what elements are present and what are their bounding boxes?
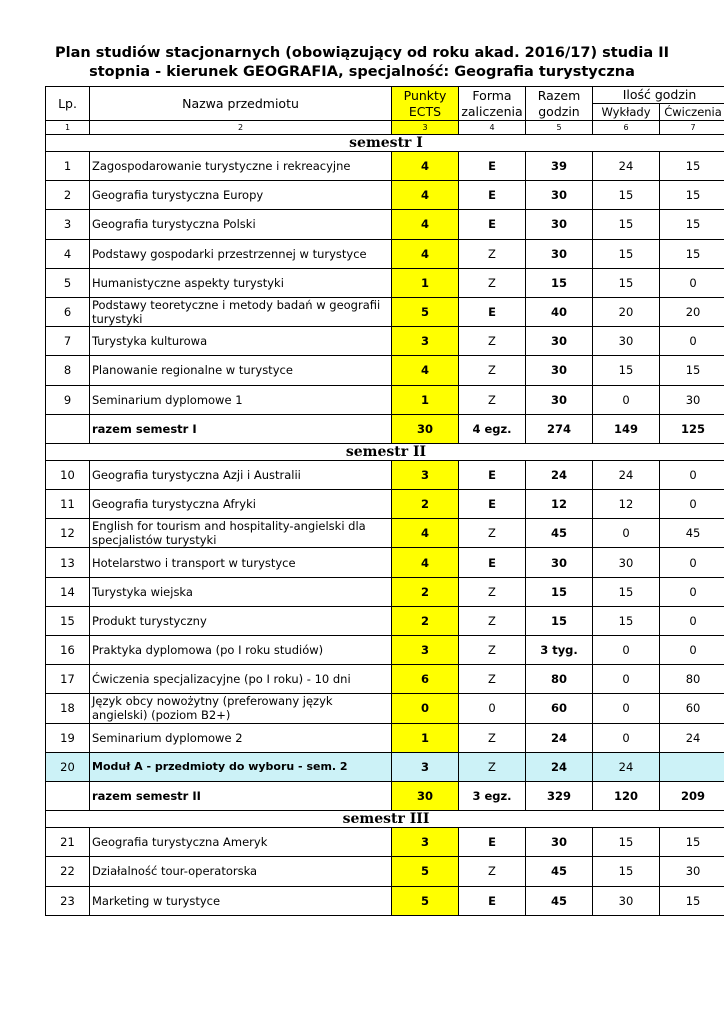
exercise-hours: 80 [660,665,724,694]
exercise-hours: 0 [660,490,724,519]
course-row [46,828,724,857]
total-ects: 30 [392,414,459,443]
semester-title: semestr II [46,443,724,460]
exercise-hours: 60 [660,694,724,723]
exercise-hours: 0 [660,606,724,635]
course-row [46,752,724,781]
col-number: 2 [90,121,392,135]
total-exams: 4 egz. [459,414,526,443]
row-lp: 22 [46,857,90,886]
lecture-hours: 15 [593,857,660,886]
exercise-hours: 15 [660,210,724,239]
lecture-hours: 15 [593,181,660,210]
lecture-hours: 0 [593,519,660,548]
total-hours: 274 [526,414,593,443]
course-name: Planowanie regionalne w turystyce [90,356,392,385]
exam-form: Z [459,239,526,268]
column-numbers-row [46,121,724,135]
exam-form: E [459,460,526,489]
lecture-hours: 24 [593,752,660,781]
exam-form: E [459,297,526,326]
col-number: 6 [593,121,660,135]
exam-form: 0 [459,694,526,723]
course-row [46,548,724,577]
semester-header-row [46,135,724,152]
course-row [46,385,724,414]
row-lp: 19 [46,723,90,752]
exam-form: E [459,886,526,915]
exercise-hours: 15 [660,152,724,181]
exam-form: Z [459,665,526,694]
total-label: razem semestr II [90,781,392,810]
row-lp: 1 [46,152,90,181]
course-row [46,239,724,268]
total-hours: 3 tyg. [526,636,593,665]
exam-form: Z [459,723,526,752]
course-name: Działalność tour-operatorska [90,857,392,886]
total-hours: 30 [526,210,593,239]
ects-points: 4 [392,152,459,181]
ects-points: 4 [392,181,459,210]
course-name: Geografia turystyczna Europy [90,181,392,210]
exam-form: E [459,152,526,181]
total-hours: 45 [526,886,593,915]
exam-form: E [459,210,526,239]
exercise-hours: 0 [660,460,724,489]
total-hours: 30 [526,181,593,210]
course-row [46,723,724,752]
course-name: Produkt turystyczny [90,606,392,635]
lecture-hours: 15 [593,606,660,635]
course-name: Zagospodarowanie turystyczne i rekreacyjne [90,152,392,181]
exam-form: Z [459,268,526,297]
row-lp-empty [46,781,90,810]
row-lp: 6 [46,297,90,326]
course-name: Język obcy nowożytny (preferowany język angielski) (poziom B2+) [90,694,392,723]
header-razem-line2: godzin [538,103,580,119]
total-hours: 30 [526,356,593,385]
total-hours: 15 [526,577,593,606]
row-lp: 10 [46,460,90,489]
course-name: Moduł A - przedmioty do wyboru - sem. 2 [90,752,392,781]
col-number: 4 [459,121,526,135]
total-label: razem semestr I [90,414,392,443]
total-hours: 30 [526,385,593,414]
col-number: 3 [392,121,459,135]
ects-points: 1 [392,268,459,297]
exercise-hours: 15 [660,239,724,268]
exam-form: Z [459,606,526,635]
exercise-hours: 15 [660,886,724,915]
exercise-hours: 0 [660,548,724,577]
total-hours: 30 [526,239,593,268]
total-lecture-hours: 120 [593,781,660,810]
row-lp: 20 [46,752,90,781]
ects-points: 3 [392,460,459,489]
ects-points: 4 [392,548,459,577]
semester-header-row [46,811,724,828]
total-hours: 39 [526,152,593,181]
ects-points: 4 [392,239,459,268]
row-lp: 8 [46,356,90,385]
lecture-hours: 0 [593,665,660,694]
course-name: Praktyka dyplomowa (po I roku studiów) [90,636,392,665]
study-plan-table [45,86,724,916]
row-lp: 9 [46,385,90,414]
title-line-1: Plan studiów stacjonarnych (obowiązujący od roku akad. 2016/17) studia II [55,45,669,61]
lecture-hours: 15 [593,239,660,268]
course-row [46,181,724,210]
course-name: Geografia turystyczna Afryki [90,490,392,519]
ects-points: 5 [392,886,459,915]
course-row [46,460,724,489]
total-hours: 30 [526,828,593,857]
course-name: Geografia turystyczna Ameryk [90,828,392,857]
lecture-hours: 30 [593,886,660,915]
total-hours: 60 [526,694,593,723]
exam-form: Z [459,857,526,886]
total-lecture-hours: 149 [593,414,660,443]
lecture-hours: 24 [593,152,660,181]
row-lp: 4 [46,239,90,268]
exercise-hours: 15 [660,828,724,857]
row-lp: 3 [46,210,90,239]
lecture-hours: 0 [593,694,660,723]
header-ects [392,87,459,121]
ects-points: 5 [392,297,459,326]
course-name: English for tourism and hospitality-angielski dla specjalistów turystyki [90,519,392,548]
ects-points: 3 [392,752,459,781]
row-lp: 16 [46,636,90,665]
exercise-hours: 20 [660,297,724,326]
lecture-hours: 15 [593,577,660,606]
lecture-hours: 15 [593,210,660,239]
total-hours: 30 [526,548,593,577]
ects-points: 1 [392,385,459,414]
ects-points: 6 [392,665,459,694]
exercise-hours: 0 [660,636,724,665]
course-name: Geografia turystyczna Polski [90,210,392,239]
course-row [46,297,724,326]
exam-form: Z [459,327,526,356]
ects-points: 5 [392,857,459,886]
semester-title: semestr III [46,811,724,828]
col-number: 7 [660,121,724,135]
semester-total-row [46,781,724,810]
course-row [46,606,724,635]
title-line-2: stopnia - kierunek GEOGRAFIA, specjalność: Geografia turystyczna [89,64,635,80]
exam-form: Z [459,356,526,385]
course-name: Hotelarstwo i transport w turystyce [90,548,392,577]
course-row [46,519,724,548]
ects-points: 2 [392,490,459,519]
total-hours: 24 [526,460,593,489]
total-hours: 45 [526,519,593,548]
exam-form: E [459,828,526,857]
exercise-hours: 24 [660,723,724,752]
document-title [0,44,724,82]
row-lp: 5 [46,268,90,297]
total-hours: 329 [526,781,593,810]
exercise-hours: 15 [660,356,724,385]
course-row [46,694,724,723]
course-row [46,886,724,915]
exercise-hours: 15 [660,181,724,210]
ects-points: 3 [392,828,459,857]
row-lp: 12 [46,519,90,548]
semester-total-row [46,414,724,443]
row-lp: 23 [46,886,90,915]
ects-points: 3 [392,636,459,665]
course-row [46,636,724,665]
ects-points: 2 [392,577,459,606]
ects-points: 4 [392,519,459,548]
col-number: 5 [526,121,593,135]
course-row [46,577,724,606]
header-wyklady: Wykłady [593,104,660,121]
header-forma-line1: Forma [472,87,512,103]
course-name: Turystyka kulturowa [90,327,392,356]
course-row [46,356,724,385]
lecture-hours: 15 [593,828,660,857]
row-lp: 14 [46,577,90,606]
course-row [46,665,724,694]
header-ects-line1: Punkty [403,87,447,103]
lecture-hours: 0 [593,385,660,414]
header-name-text: Nazwa przedmiotu [182,95,299,111]
exercise-hours: 0 [660,577,724,606]
total-hours: 15 [526,606,593,635]
course-name: Ćwiczenia specjalizacyjne (po I roku) - 10 dni [90,665,392,694]
lecture-hours: 30 [593,327,660,356]
semester-title: semestr I [46,135,724,152]
ects-points: 4 [392,210,459,239]
total-hours: 24 [526,723,593,752]
lecture-hours: 30 [593,548,660,577]
course-name: Geografia turystyczna Azji i Australii [90,460,392,489]
course-name: Marketing w turystyce [90,886,392,915]
total-ects: 30 [392,781,459,810]
exam-form: Z [459,519,526,548]
lecture-hours: 15 [593,356,660,385]
course-row [46,327,724,356]
exam-form: Z [459,385,526,414]
exercise-hours [660,752,724,781]
lecture-hours: 20 [593,297,660,326]
row-lp: 17 [46,665,90,694]
exercise-hours: 0 [660,327,724,356]
total-hours: 40 [526,297,593,326]
course-row [46,210,724,239]
header-forma-line2: zaliczenia [461,103,523,119]
total-hours: 45 [526,857,593,886]
row-lp: 11 [46,490,90,519]
semester-header-row [46,443,724,460]
course-row [46,857,724,886]
course-row [46,490,724,519]
exercise-hours: 0 [660,268,724,297]
course-name: Humanistyczne aspekty turystyki [90,268,392,297]
header-lp: Lp. [46,87,90,121]
course-name: Podstawy teoretyczne i metody badań w geografii turystyki [90,297,392,326]
exam-form: Z [459,752,526,781]
ects-points: 2 [392,606,459,635]
exam-form: E [459,181,526,210]
lecture-hours: 24 [593,460,660,489]
header-forma [459,87,526,121]
header-ects-line2: ECTS [408,103,442,119]
exercise-hours: 30 [660,857,724,886]
course-name: Seminarium dyplomowe 1 [90,385,392,414]
ects-points: 4 [392,356,459,385]
header-razem-line1: Razem [537,87,581,103]
exercise-hours: 45 [660,519,724,548]
total-exams: 3 egz. [459,781,526,810]
lecture-hours: 0 [593,636,660,665]
lecture-hours: 15 [593,268,660,297]
row-lp: 13 [46,548,90,577]
course-name: Podstawy gospodarki przestrzennej w turystyce [90,239,392,268]
exam-form: E [459,490,526,519]
exercise-hours: 30 [660,385,724,414]
header-razem [526,87,593,121]
total-hours: 24 [526,752,593,781]
course-name: Turystyka wiejska [90,577,392,606]
course-name: Seminarium dyplomowe 2 [90,723,392,752]
ects-points: 1 [392,723,459,752]
lecture-hours: 12 [593,490,660,519]
row-lp: 21 [46,828,90,857]
exam-form: E [459,548,526,577]
row-lp: 15 [46,606,90,635]
course-row [46,152,724,181]
row-lp-empty [46,414,90,443]
row-lp: 7 [46,327,90,356]
row-lp: 18 [46,694,90,723]
exam-form: Z [459,636,526,665]
row-lp: 2 [46,181,90,210]
total-hours: 15 [526,268,593,297]
total-hours: 12 [526,490,593,519]
ects-points: 0 [392,694,459,723]
col-number: 1 [46,121,90,135]
header-ilosc: Ilość godzin [593,87,724,104]
total-exercise-hours: 209 [660,781,724,810]
header-name [90,87,392,121]
course-row [46,268,724,297]
ects-points: 3 [392,327,459,356]
total-hours: 80 [526,665,593,694]
exam-form: Z [459,577,526,606]
total-exercise-hours: 125 [660,414,724,443]
lecture-hours: 0 [593,723,660,752]
header-cwiczenia: Ćwiczenia [660,104,724,121]
total-hours: 30 [526,327,593,356]
